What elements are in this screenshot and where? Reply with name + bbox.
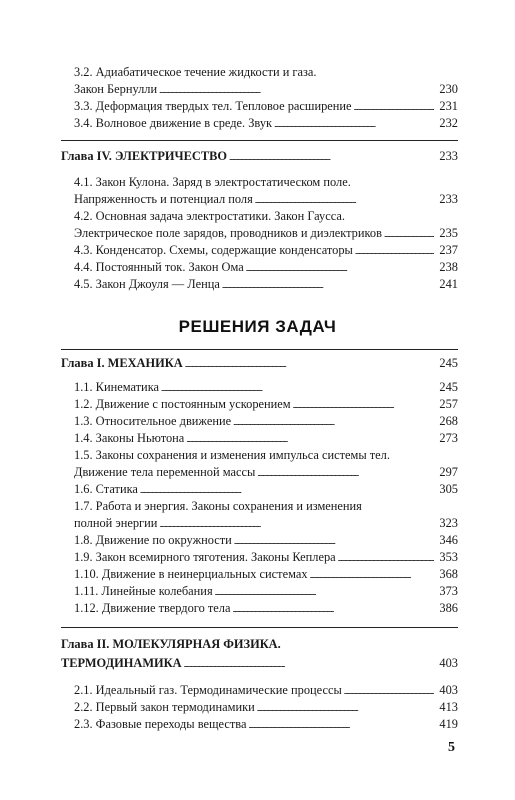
dot-leader bbox=[233, 413, 434, 431]
toc-entry-text: 4.1. Закон Кулона. Заряд в электростатическом поле. bbox=[74, 175, 351, 189]
chapter-page: 403 bbox=[439, 656, 458, 670]
toc-entry bbox=[74, 191, 458, 207]
dot-leader bbox=[159, 515, 434, 533]
toc-entry bbox=[74, 115, 458, 131]
toc-entry bbox=[74, 208, 458, 224]
toc-entry bbox=[74, 583, 458, 599]
toc-entry bbox=[74, 549, 458, 565]
toc-entry-page: 413 bbox=[439, 700, 458, 714]
toc-entry bbox=[74, 174, 458, 190]
toc-entry-page: 273 bbox=[439, 431, 458, 445]
chapter-divider bbox=[61, 349, 458, 350]
chapter-divider bbox=[61, 140, 458, 141]
toc-entry-text: 1.12. Движение твердого тела bbox=[74, 601, 231, 615]
toc-entry-text: 2.2. Первый закон термодинамики bbox=[74, 700, 255, 714]
chapter-divider bbox=[61, 627, 458, 628]
dot-leader bbox=[338, 549, 434, 567]
dot-leader bbox=[248, 716, 434, 734]
toc-entry bbox=[74, 276, 458, 292]
toc-entry-text: 3.2. Адиабатическое течение жидкости и газа. bbox=[74, 65, 317, 79]
dot-leader bbox=[384, 225, 434, 243]
toc-entry-text: Движение тела переменной массы bbox=[74, 465, 256, 479]
toc-entry bbox=[74, 566, 458, 582]
toc-entry bbox=[74, 379, 458, 395]
toc-entry-text: Напряженность и потенциал поля bbox=[74, 192, 253, 206]
toc-entry-text: Закон Бернулли bbox=[74, 82, 158, 96]
dot-leader bbox=[355, 242, 434, 260]
toc-entry-text: 4.4. Постоянный ток. Закон Ома bbox=[74, 260, 244, 274]
toc-entry bbox=[74, 532, 458, 548]
chapter-page: 233 bbox=[439, 149, 458, 163]
toc-entry-text: 4.5. Закон Джоуля — Ленца bbox=[74, 277, 220, 291]
toc-entry-text: 4.3. Конденсатор. Схемы, содержащие конденсаторы bbox=[74, 243, 353, 257]
dot-leader bbox=[234, 532, 434, 550]
dot-leader bbox=[274, 115, 434, 133]
dot-leader bbox=[255, 191, 434, 209]
toc-entry bbox=[74, 430, 458, 446]
toc-entry bbox=[74, 259, 458, 275]
toc-entry-page: 245 bbox=[439, 380, 458, 394]
dot-leader bbox=[229, 148, 434, 166]
toc-entry bbox=[74, 396, 458, 412]
toc-entry-page: 235 bbox=[439, 226, 458, 240]
toc-entry-text: 1.4. Законы Ньютона bbox=[74, 431, 185, 445]
toc-entry bbox=[74, 413, 458, 429]
toc-entry bbox=[74, 225, 458, 241]
dot-leader bbox=[186, 430, 434, 448]
toc-entry bbox=[74, 464, 458, 480]
toc-entry bbox=[74, 515, 458, 531]
chapter-heading bbox=[61, 355, 458, 371]
toc-entry-page: 403 bbox=[439, 683, 458, 697]
chapter-heading bbox=[61, 148, 458, 164]
toc-entry-text: 4.2. Основная задача электростатики. Закон Гаусса. bbox=[74, 209, 345, 223]
toc-entry-text: Электрическое поле зарядов, проводников и диэлектриков bbox=[74, 226, 382, 240]
toc-entry bbox=[74, 64, 458, 80]
dot-leader bbox=[159, 81, 434, 99]
toc-entry-page: 297 bbox=[439, 465, 458, 479]
toc-entry-page: 257 bbox=[439, 397, 458, 411]
toc-entry-page: 368 bbox=[439, 567, 458, 581]
toc-entry-text: 1.11. Линейные колебания bbox=[74, 584, 213, 598]
toc-entry bbox=[74, 98, 458, 114]
dot-leader bbox=[184, 655, 434, 673]
dot-leader bbox=[215, 583, 434, 601]
toc-entry bbox=[74, 81, 458, 97]
toc-entry bbox=[74, 682, 458, 698]
chapter-title: Глава II. МОЛЕКУЛЯРНАЯ ФИЗИКА. bbox=[61, 637, 281, 651]
toc-entry bbox=[74, 498, 458, 514]
toc-entry-page: 241 bbox=[439, 277, 458, 291]
dot-leader bbox=[310, 566, 434, 584]
toc-entry-page: 238 bbox=[439, 260, 458, 274]
toc-entry-page: 233 bbox=[439, 192, 458, 206]
chapter-title: Глава IV. ЭЛЕКТРИЧЕСТВО bbox=[61, 149, 228, 163]
toc-entry-text: 1.5. Законы сохранения и изменения импульса системы тел. bbox=[74, 448, 390, 462]
toc-entry-page: 305 bbox=[439, 482, 458, 496]
toc-entry-page: 346 bbox=[439, 533, 458, 547]
toc-entry-page: 419 bbox=[439, 717, 458, 731]
toc-entry-page: 230 bbox=[439, 82, 458, 96]
dot-leader bbox=[257, 464, 434, 482]
toc-entry-text: 2.3. Фазовые переходы вещества bbox=[74, 717, 247, 731]
section-title: РЕШЕНИЯ ЗАДАЧ bbox=[178, 317, 337, 336]
dot-leader bbox=[354, 98, 434, 116]
toc-entry-text: 2.1. Идеальный газ. Термодинамические процессы bbox=[74, 683, 342, 697]
chapter-title: ТЕРМОДИНАМИКА bbox=[61, 656, 182, 670]
toc-entry bbox=[74, 481, 458, 497]
toc-entry-page: 231 bbox=[439, 99, 458, 113]
toc-entry-page: 353 bbox=[439, 550, 458, 564]
toc-entry-page: 323 bbox=[439, 516, 458, 530]
chapter-heading bbox=[61, 655, 458, 671]
toc-entry-text: 1.1. Кинематика bbox=[74, 380, 160, 394]
chapter-title: Глава I. МЕХАНИКА bbox=[61, 356, 183, 370]
toc-entry-text: 1.2. Движение с постоянным ускорением bbox=[74, 397, 291, 411]
chapter-heading bbox=[61, 636, 458, 652]
toc-entry bbox=[74, 447, 458, 463]
page-number: 5 bbox=[448, 740, 455, 755]
dot-leader bbox=[161, 379, 434, 397]
toc-entry bbox=[74, 699, 458, 715]
toc-entry-text: 1.10. Движение в неинерциальных системах bbox=[74, 567, 308, 581]
toc-entry-text: полной энергии bbox=[74, 516, 158, 530]
toc-entry-page: 237 bbox=[439, 243, 458, 257]
dot-leader bbox=[140, 481, 434, 499]
toc-entry-text: 3.4. Волновое движение в среде. Звук bbox=[74, 116, 273, 130]
toc-entry-text: 1.9. Закон всемирного тяготения. Законы Кеплера bbox=[74, 550, 336, 564]
chapter-page: 245 bbox=[439, 356, 458, 370]
dot-leader bbox=[257, 699, 434, 717]
toc-entry-text: 1.6. Статика bbox=[74, 482, 138, 496]
toc-entry bbox=[74, 242, 458, 258]
toc-entry-text: 1.7. Работа и энергия. Законы сохранения и изменения bbox=[74, 499, 362, 513]
dot-leader bbox=[185, 355, 434, 373]
toc-entry-text: 3.3. Деформация твердых тел. Тепловое расширение bbox=[74, 99, 352, 113]
toc-entry-page: 268 bbox=[439, 414, 458, 428]
toc-entry-text: 1.8. Движение по окружности bbox=[74, 533, 232, 547]
toc-entry-text: 1.3. Относительное движение bbox=[74, 414, 232, 428]
toc-entry-page: 386 bbox=[439, 601, 458, 615]
dot-leader bbox=[232, 600, 434, 618]
dot-leader bbox=[222, 276, 434, 294]
dot-leader bbox=[293, 396, 434, 414]
toc-entry-page: 232 bbox=[439, 116, 458, 130]
dot-leader bbox=[246, 259, 434, 277]
dot-leader bbox=[344, 682, 434, 700]
toc-entry bbox=[74, 716, 458, 732]
toc-entry bbox=[74, 600, 458, 616]
toc-entry-page: 373 bbox=[439, 584, 458, 598]
